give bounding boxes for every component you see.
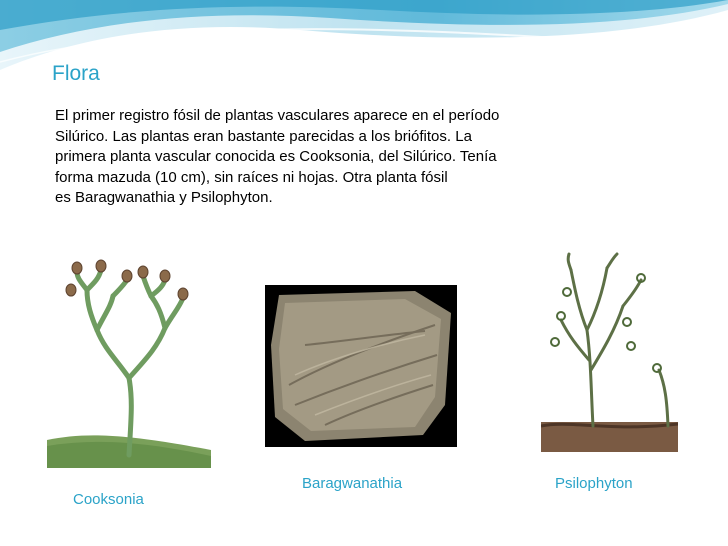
slide-title: Flora [52, 62, 100, 85]
paragraph-line: primera planta vascular conocida es Cooksonia, del Silúrico. Tenía [55, 148, 497, 165]
caption-baragwanathia: Baragwanathia [302, 475, 403, 492]
paragraph-line: forma mazuda (10 cm), sin raíces ni hojas. Otra planta fósil [55, 168, 448, 186]
caption-psilophyton: Psilophyton [555, 475, 633, 492]
cooksonia-illustration [47, 250, 211, 468]
paragraph-line: Silúrico. Las plantas eran bastante parecidas a los briófitos. La [55, 127, 472, 145]
header-wave-decoration [0, 0, 728, 80]
psilophyton-illustration [541, 250, 678, 452]
paragraph-line: es Baragwanathia y Psilophyton. [55, 189, 273, 206]
baragwanathia-fossil-photo [265, 285, 457, 447]
paragraph-line: El primer registro fósil de plantas vasculares aparece en el período [55, 107, 500, 124]
body-paragraph [55, 106, 635, 209]
caption-cooksonia: Cooksonia [73, 491, 144, 508]
